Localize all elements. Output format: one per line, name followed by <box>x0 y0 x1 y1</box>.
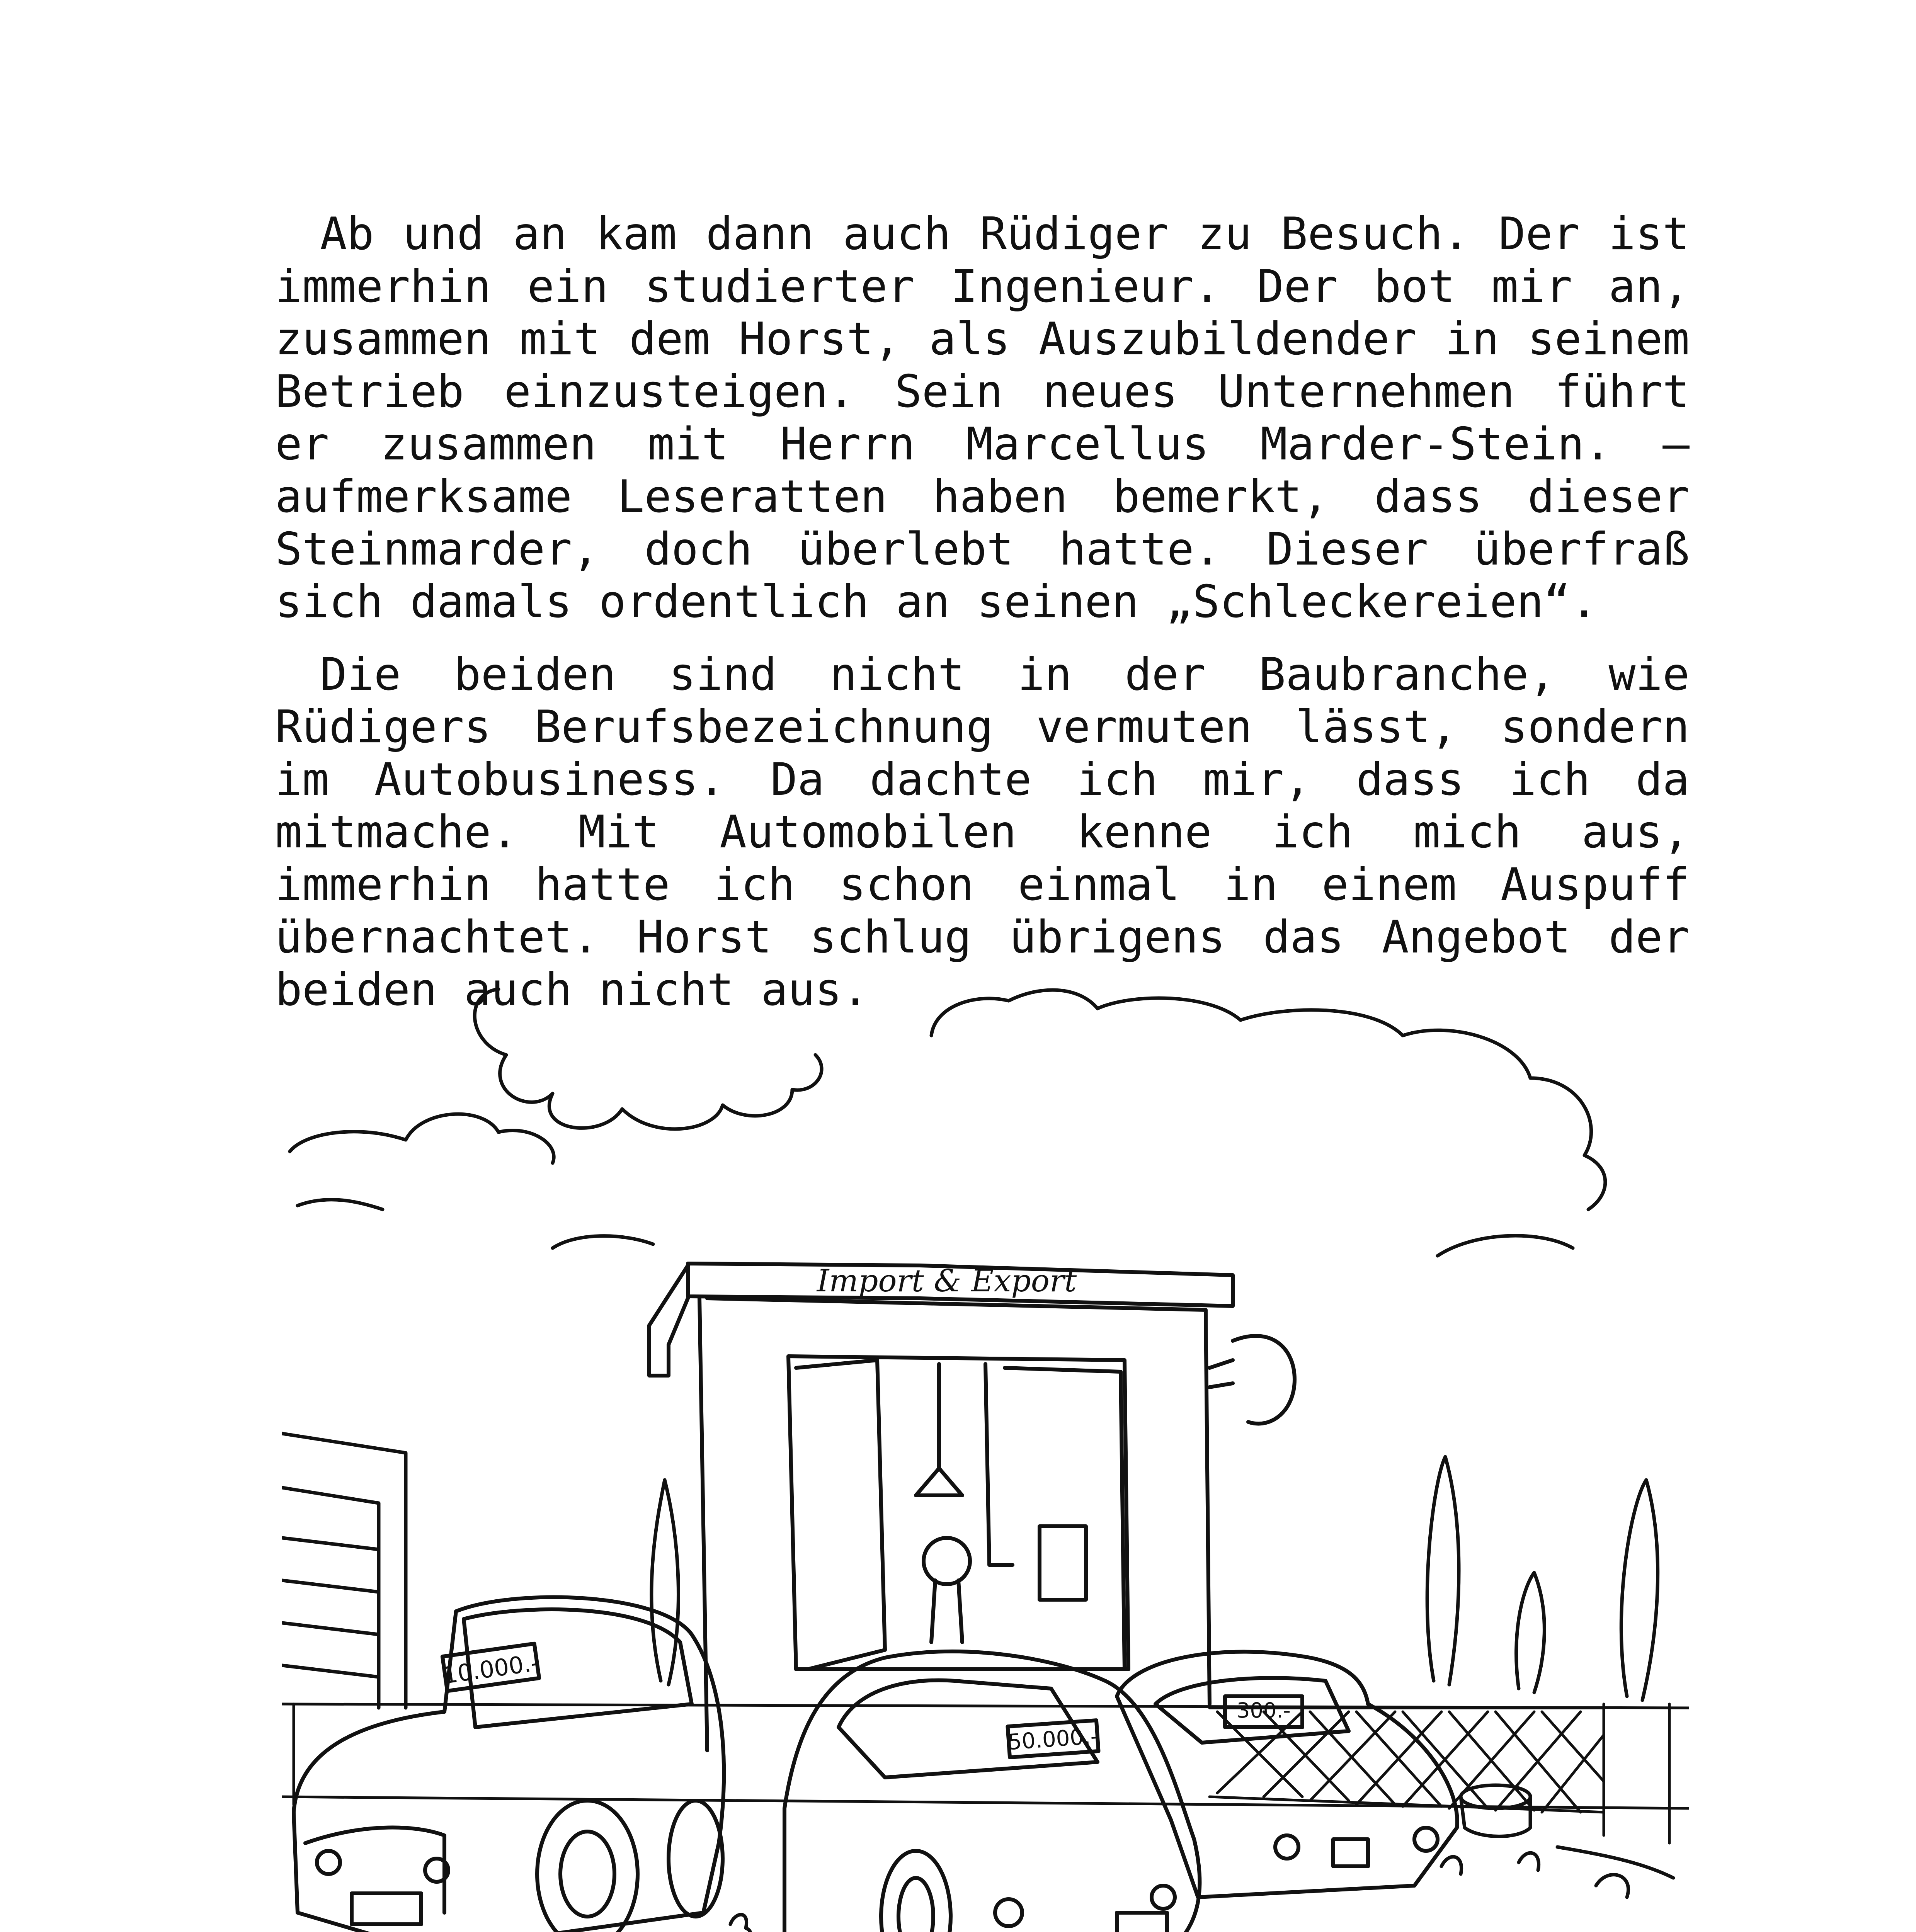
paragraph-2: Die beiden sind nicht in der Baubranche, wie Rüdigers Berufsbezeichnung vermuten lässt, sondern im Autobusiness. Da dachte ich mir, dass ich da mitmache. Mit Automobilen kenne ich mich aus, immerhin hatte ich schon einmal in einem Auspuff übernachtet. Horst schlug übrigens das Angebot der beiden auch nicht aus. <box>275 648 1690 1016</box>
kiosk <box>649 1264 1295 1750</box>
price-tag-middle: 50.000.- <box>1007 1723 1099 1755</box>
car-dealership-illustration <box>282 978 1689 1932</box>
price-tag-right: 300.- <box>1237 1698 1291 1723</box>
clouds <box>290 989 1605 1256</box>
left-building <box>282 1434 406 1708</box>
price-tag-left: 10.000.- <box>441 1649 541 1690</box>
weeds <box>398 1853 1616 1932</box>
paragraph-1: Ab und an kam dann auch Rüdiger zu Besuch. Der ist immerhin ein studierter Ingenieur. Der bot mir an, zusammen mit dem Horst, als Auszubildender in seinem Betrieb einzusteigen. Sein neues Unternehmen führt er zusammen mit Herrn Marcellus Marder-Stein. – aufmerksame Leseratten haben bemerkt, dass dieser Steinmarder, doch überlebt hatte. Dieser überfraß sich damals ordentlich an seinen „Schleckereien“. <box>275 208 1690 628</box>
barrel-and-hose <box>1461 1785 1673 1897</box>
background-trees <box>652 1457 1658 1700</box>
kiosk-sign: Import & Export <box>817 1263 1077 1299</box>
car-left <box>294 1597 724 1932</box>
car-middle <box>784 1651 1200 1932</box>
